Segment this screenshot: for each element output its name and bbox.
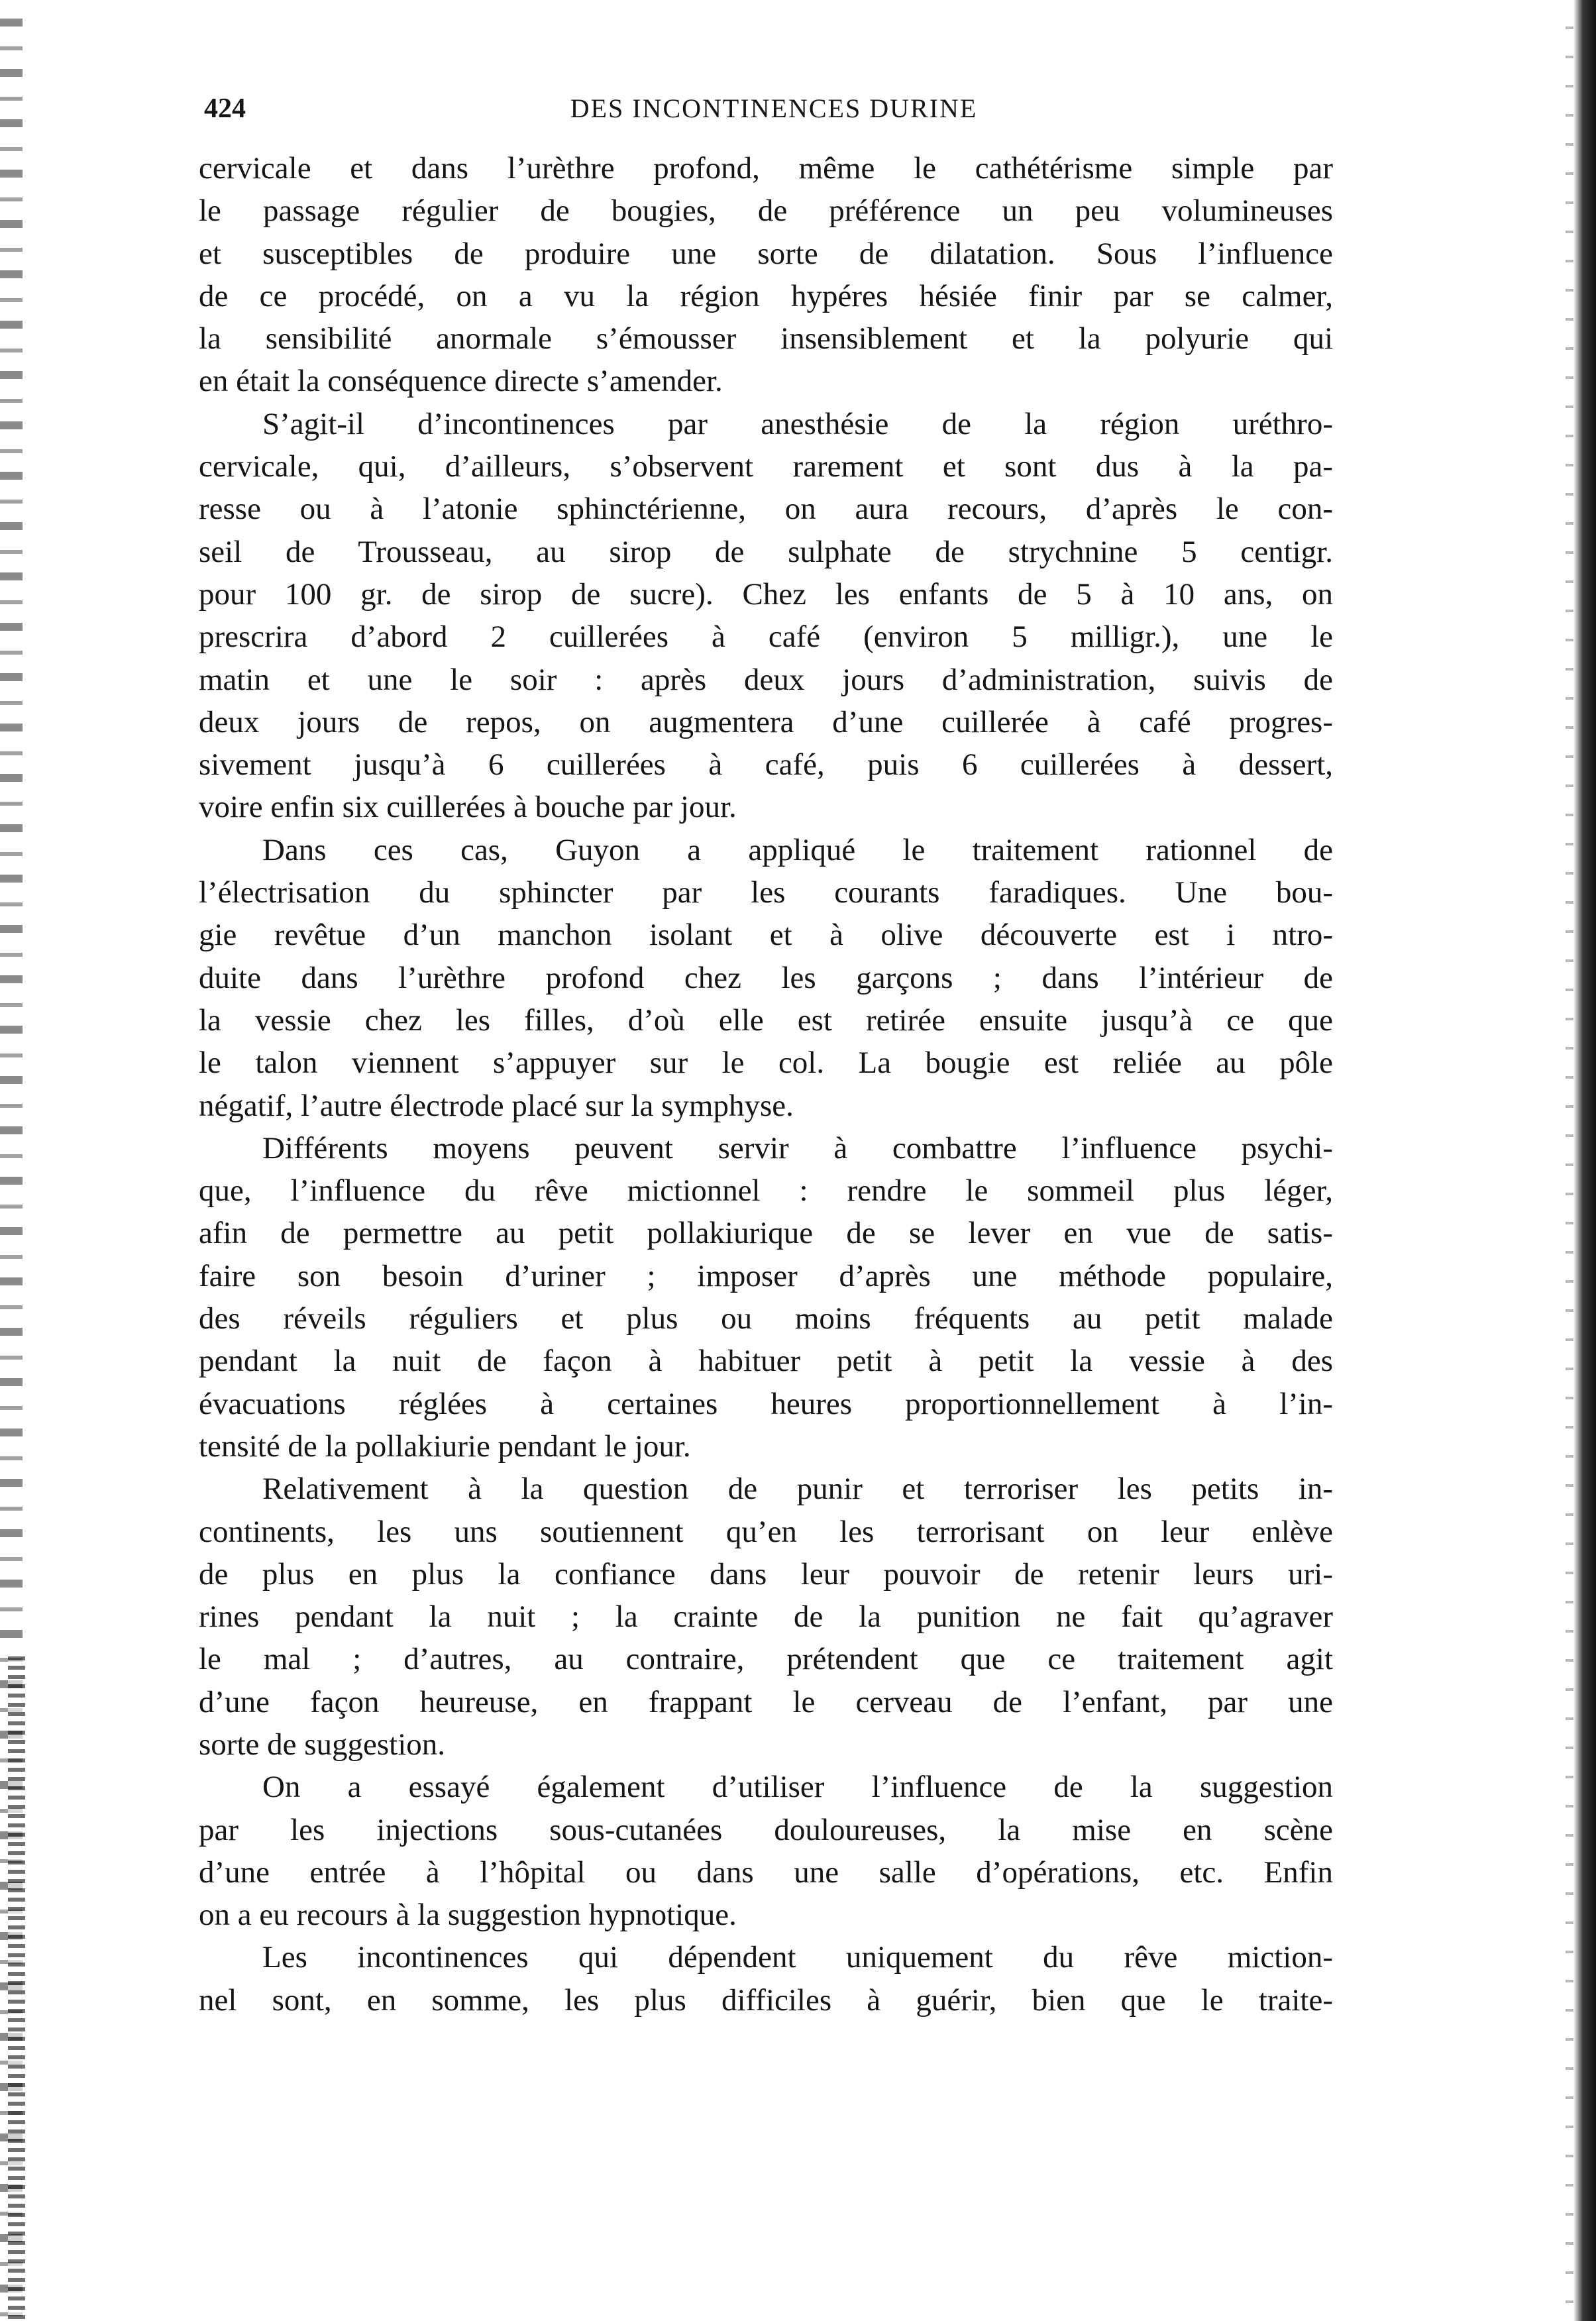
text-line: matin et une le soir : après deux jours d’administration, suivis de — [199, 662, 1333, 697]
paragraph — [199, 1468, 1333, 1766]
text-line: tensité de la pollakiurie pendant le jour. — [199, 1429, 691, 1464]
text-line: de ce procédé, on a vu la région hypéres hésiée finir par se calmer, — [199, 278, 1333, 313]
text-body — [199, 147, 1333, 2022]
text-line: Dans ces cas, Guyon a appliqué le traitement rationnel de — [262, 832, 1333, 867]
text-line: le passage régulier de bougies, de préférence un peu volumineuses — [199, 193, 1333, 229]
text-line: resse ou à l’atonie sphinctérienne, on aura recours, d’après le con- — [199, 492, 1333, 527]
text-line: deux jours de repos, on augmentera d’une cuillerée à café progres- — [199, 704, 1333, 739]
text-line: rines pendant la nuit ; la crainte de la punition ne fait qu’agraver — [199, 1599, 1333, 1635]
paragraph — [199, 147, 1333, 403]
text-line: seil de Trousseau, au sirop de sulphate de strychnine 5 centigr. — [199, 534, 1333, 569]
text-line: la vessie chez les filles, d’où elle est retirée ensuite jusqu’à ce que — [199, 1002, 1333, 1038]
text-line: nel sont, en somme, les plus difficiles à guérir, bien que le traite- — [199, 1982, 1333, 2018]
text-line: cervicale et dans l’urèthre profond, même le cathétérisme simple par — [199, 151, 1333, 186]
paragraph — [199, 403, 1333, 829]
text-line: S’agit-il d’incontinences par anesthésie de la région uréthro- — [262, 406, 1333, 441]
text-line: négatif, l’autre électrode placé sur la symphyse. — [199, 1088, 794, 1123]
text-line: d’une façon heureuse, en frappant le cerveau de l’enfant, par une — [199, 1684, 1333, 1719]
text-line: le mal ; d’autres, au contraire, prétendent que ce traitement agit — [199, 1642, 1333, 1677]
text-line: gie revêtue d’un manchon isolant et à olive découverte est i ntro- — [199, 918, 1333, 953]
text-line: duite dans l’urèthre profond chez les garçons ; dans l’intérieur de — [199, 960, 1333, 995]
text-line: pour 100 gr. de sirop de sucre). Chez les enfants de 5 à 10 ans, on — [199, 576, 1333, 612]
text-line: pendant la nuit de façon à habituer petit à petit la vessie à des — [199, 1344, 1333, 1379]
text-line: Différents moyens peuvent servir à combattre l’influence psychi- — [262, 1130, 1333, 1165]
text-line: évacuations réglées à certaines heures proportionnellement à l’in- — [199, 1386, 1333, 1421]
text-line: prescrira d’abord 2 cuillerées à café (environ 5 milligr.), une le — [199, 620, 1333, 655]
text-line: de plus en plus la confiance dans leur pouvoir de retenir leurs uri- — [199, 1556, 1333, 1592]
scan-right-edge — [1573, 0, 1596, 2321]
text-line: d’une entrée à l’hôpital ou dans une salle d’opérations, etc. Enfin — [199, 1855, 1333, 1890]
text-line: la sensibilité anormale s’émousser insensiblement et la polyurie qui — [199, 321, 1333, 356]
text-line: que, l’influence du rêve mictionnel : rendre le sommeil plus léger, — [199, 1173, 1333, 1209]
text-line: afin de permettre au petit pollakiurique de se lever en vue de satis- — [199, 1216, 1333, 1251]
paragraph — [199, 1127, 1333, 1468]
scan-left-edge-noise — [8, 1656, 25, 2321]
page-number: 424 — [204, 93, 246, 124]
text-line: par les injections sous-cutanées douloureuses, la mise en scène — [199, 1812, 1333, 1847]
text-line: Relativement à la question de punir et terroriser les petits in- — [262, 1472, 1333, 1507]
text-line: des réveils réguliers et plus ou moins fréquents au petit malade — [199, 1301, 1333, 1336]
text-line: en était la conséquence directe s’amender. — [199, 364, 723, 399]
paragraph — [199, 1936, 1333, 2022]
text-line: Les incontinences qui dépendent uniquement du rêve miction- — [262, 1940, 1333, 1975]
text-line: faire son besoin d’uriner ; imposer d’après une méthode populaire, — [199, 1258, 1333, 1293]
scan-right-edge-noise — [1566, 0, 1573, 2321]
text-line: voire enfin six cuillerées à bouche par jour. — [199, 790, 737, 825]
text-line: sorte de suggestion. — [199, 1727, 446, 1762]
text-line: et susceptibles de produire une sorte de dilatation. Sous l’influence — [199, 236, 1333, 271]
text-line: l’électrisation du sphincter par les courants faradiques. Une bou- — [199, 875, 1333, 910]
page-header — [204, 85, 1344, 133]
running-title: DES INCONTINENCES DURINE — [570, 93, 978, 123]
paragraph — [199, 1766, 1333, 1936]
text-line: le talon viennent s’appuyer sur le col. La bougie est reliée au pôle — [199, 1046, 1333, 1081]
text-line: continents, les uns soutiennent qu’en les terrorisant on leur enlève — [199, 1514, 1333, 1549]
text-line: cervicale, qui, d’ailleurs, s’observent rarement et sont dus à la pa- — [199, 449, 1333, 484]
paragraph — [199, 829, 1333, 1127]
text-line: sivement jusqu’à 6 cuillerées à café, puis 6 cuillerées à dessert, — [199, 747, 1333, 783]
text-line: On a essayé également d’utiliser l’influence de la suggestion — [262, 1770, 1333, 1805]
text-line: on a eu recours à la suggestion hypnotique. — [199, 1898, 737, 1933]
